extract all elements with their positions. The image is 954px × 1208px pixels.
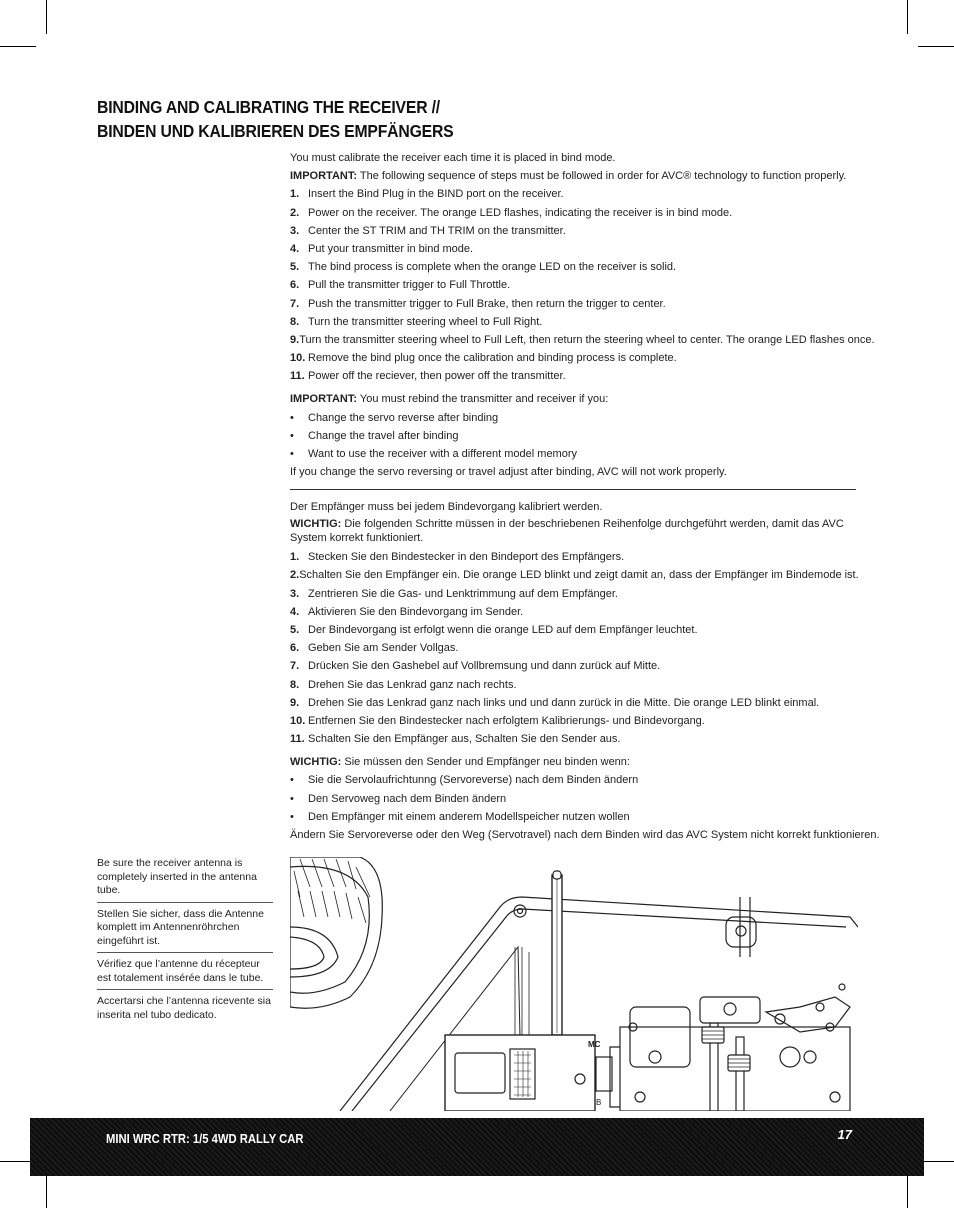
- list-item: • Change the servo reverse after binding: [290, 411, 499, 424]
- crop-mark: [907, 1174, 908, 1208]
- important-text: The following sequence of steps must be followed in order for AVC® technology to function properly.: [359, 170, 847, 183]
- list-item: 2. Schalten Sie den Empfänger ein. Die orange LED blinkt und zeigt damit an, dass der Empfänger im Bindemode ist.: [290, 569, 859, 582]
- important-note: [290, 167, 856, 185]
- list-item: 4. Aktivieren Sie den Bindevorgang im Sender.: [290, 605, 524, 618]
- list-item: 3. Zentrieren Sie die Gas- und Lenktrimmung auf dem Empfänger.: [290, 587, 618, 600]
- list-item: 1. Insert the Bind Plug in the BIND port on the receiver.: [290, 188, 564, 201]
- note-german: Stellen Sie sicher, dass die Antenne komplett im Antennenröhrchen eingeführt ist.: [97, 908, 273, 954]
- list-item: 11. Schalten Sie den Empfänger aus, Schalten Sie den Sender aus.: [290, 733, 621, 746]
- list-item: 1. Stecken Sie den Bindestecker in den Bindeport des Empfängers.: [290, 551, 625, 564]
- important-label: WICHTIG:: [290, 756, 342, 769]
- intro-text: Der Empfänger muss bei jedem Bindevorgang kalibriert werden.: [290, 501, 603, 513]
- german-section: [290, 498, 880, 844]
- list-item: 6. Geben Sie am Sender Vollgas.: [290, 642, 459, 655]
- receiver-antenna-illustration: [290, 857, 858, 1111]
- page-number: 17: [837, 1127, 852, 1142]
- rebind-note: WICHTIG: Sie müssen den Sender und Empfänger neu binden wenn:: [290, 756, 630, 769]
- antenna-notes: [97, 857, 273, 1031]
- title-line-german: BINDEN UND KALIBRIEREN DES EMPFÄNGERS: [97, 121, 454, 141]
- list-item: 8. Turn the transmitter steering wheel to Full Right.: [290, 315, 543, 328]
- list-item: 3. Center the ST TRIM and TH TRIM on the transmitter.: [290, 224, 566, 237]
- section-divider: [290, 489, 856, 490]
- list-item: 2. Power on the receiver. The orange LED flashes, indicating the receiver is in bind mode.: [290, 206, 733, 219]
- steps-list: [290, 185, 875, 385]
- list-item: 5. Der Bindevorgang ist erfolgt wenn die orange LED auf dem Empfänger leuchtet.: [290, 623, 698, 636]
- tire-illustration: [290, 857, 382, 1008]
- note-french: Vérifiez que l’antenne du récepteur est totalement insérée dans le tube.: [97, 958, 273, 990]
- note-english: Be sure the receiver antenna is completely inserted in the antenna tube.: [97, 857, 273, 903]
- list-item: 5. The bind process is complete when the orange LED on the receiver is solid.: [290, 261, 677, 274]
- list-item: • Den Empfänger mit einem anderem Modellspeicher nutzen wollen: [290, 810, 630, 823]
- list-item: 6. Pull the transmitter trigger to Full Throttle.: [290, 279, 511, 292]
- crop-mark: [907, 0, 908, 34]
- intro-text: You must calibrate the receiver each time it is placed in bind mode.: [290, 152, 616, 164]
- crop-mark: [46, 1174, 47, 1208]
- list-item: 10. Entfernen Sie den Bindestecker nach erfolgtem Kalibrierungs- und Bindevorgang.: [290, 714, 705, 727]
- list-item: 11. Power off the reciever, then power off the transmitter.: [290, 370, 566, 383]
- list-item: 9. Turn the transmitter steering wheel to Full Left, then return the steering wheel to center. The orange LED flashes once.: [290, 333, 875, 346]
- antenna-tube: [552, 871, 562, 1035]
- list-item: • Want to use the receiver with a different model memory: [290, 448, 578, 460]
- crop-mark: [0, 46, 36, 47]
- important-label: WICHTIG:: [290, 518, 342, 531]
- svg-text:B: B: [596, 1098, 602, 1107]
- important-note: [290, 516, 856, 548]
- rebind-note: IMPORTANT: You must rebind the transmitter and receiver if you:: [290, 393, 609, 406]
- footer-product-name: MINI WRC RTR: 1/5 4WD RALLY CAR: [106, 1132, 304, 1146]
- important-label: IMPORTANT:: [290, 170, 358, 183]
- svg-text:MC: MC: [588, 1040, 601, 1049]
- list-item: 9. Drehen Sie das Lenkrad ganz nach links und und dann zurück in die Mitte. Die orange LED blinkt einmal.: [290, 696, 820, 709]
- important-label: IMPORTANT:: [290, 393, 358, 406]
- list-item: 7. Push the transmitter trigger to Full Brake, then return the trigger to center.: [290, 297, 666, 310]
- crop-mark: [46, 0, 47, 34]
- page-footer: [30, 1118, 924, 1176]
- receiver-box: [445, 1035, 612, 1111]
- steps-list: [290, 548, 859, 748]
- page-title: [97, 95, 727, 143]
- closing-text: If you change the servo reversing or travel adjust after binding, AVC will not work properly.: [290, 466, 727, 479]
- servo-mount: [610, 897, 850, 1111]
- list-item: 7. Drücken Sie den Gashebel auf Vollbremsung und dann zurück auf Mitte.: [290, 660, 661, 673]
- list-item: • Sie die Servolaufrichtunng (Servoreverse) nach dem Binden ändern: [290, 774, 639, 787]
- crop-mark: [918, 46, 954, 47]
- list-item: 10. Remove the bind plug once the calibration and binding process is complete.: [290, 352, 677, 365]
- list-item: 8. Drehen Sie das Lenkrad ganz nach rechts.: [290, 678, 517, 691]
- note-italian: Accertarsi che l’antenna ricevente sia inserita nel tubo dedicato.: [97, 995, 271, 1021]
- title-line-english: BINDING AND CALIBRATING THE RECEIVER //: [97, 97, 440, 117]
- english-section: [290, 149, 875, 481]
- closing-text: Ändern Sie Servoreverse oder den Weg (Servotravel) nach dem Binden wird das AVC System nicht korrekt funktionieren.: [290, 829, 880, 841]
- important-text: Die folgenden Schritte müssen in der beschriebenen Reihenfolge durchgeführt werden, damit das AVC System korrekt funktioniert.: [290, 518, 844, 544]
- list-item: 4. Put your transmitter in bind mode.: [290, 242, 474, 255]
- list-item: • Den Servoweg nach dem Binden ändern: [290, 792, 507, 805]
- list-item: • Change the travel after binding: [290, 429, 459, 442]
